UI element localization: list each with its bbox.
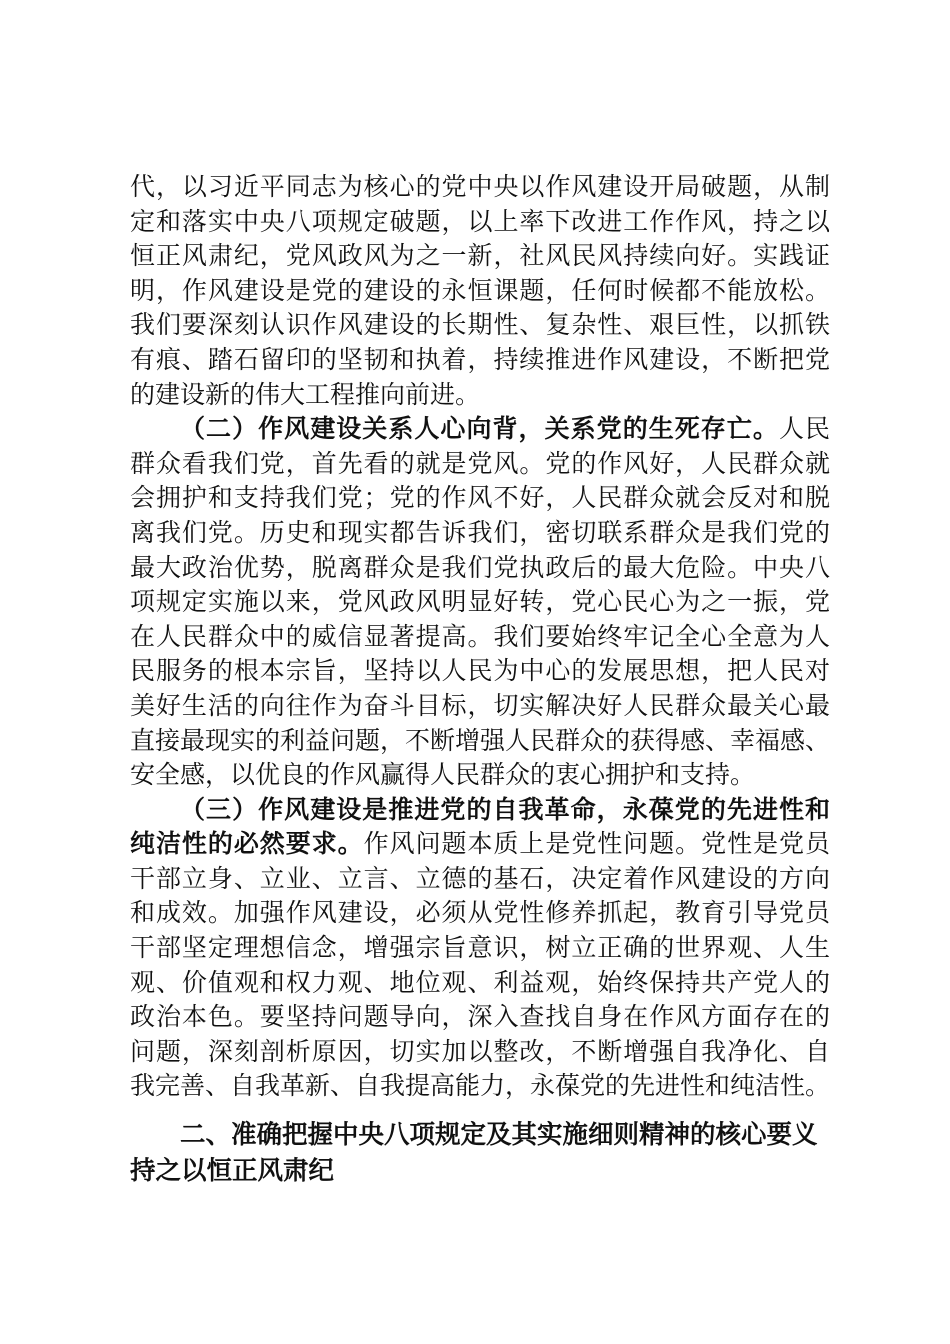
text-line: 明，作风建设是党的建设的永恒课题，任何时候都不能放松。: [130, 275, 830, 305]
text-line: 定和落实中央八项规定破题，以上率下改进工作作风，持之以: [130, 206, 830, 236]
text-line: 最大政治优势，脱离群众是我们党执政后的最大危险。中央八: [130, 552, 830, 582]
paragraph-heading: 纯洁性的必然要求。: [130, 829, 364, 859]
text-line: 直接最现实的利益问题，不断增强人民群众的获得感、幸福感、: [130, 725, 831, 755]
text-line: 会拥护和支持我们党；党的作风不好，人民群众就会反对和脱: [130, 483, 830, 513]
text-line: 干部坚定理想信念，增强宗旨意识，树立正确的世界观、人生: [130, 933, 830, 963]
paragraph-3: [130, 793, 830, 1104]
text-line: 安全感，以优良的作风赢得人民群众的衷心拥护和支持。: [130, 760, 756, 790]
text-line: 项规定实施以来，党风政风明显好转，党心民心为之一振，党: [130, 587, 830, 617]
text-line: [130, 827, 830, 862]
paragraph-heading: （二）作风建设关系人心向背，关系党的生死存亡。: [180, 414, 779, 444]
text-line: 民服务的根本宗旨，坚持以人民为中心的发展思想，把人民对: [130, 656, 830, 686]
text-line: 我们要深刻认识作风建设的长期性、复杂性、艰巨性，以抓铁: [130, 310, 830, 340]
document-body: [130, 170, 830, 1104]
text-line: 政治本色。要坚持问题导向，深入查找自身在作风方面存在的: [130, 1002, 830, 1032]
section-heading-line: 持之以恒正风肃纪: [130, 1156, 335, 1186]
paragraph-1: [130, 170, 830, 412]
section-heading-line: 二、准确把握中央八项规定及其实施细则精神的核心要义: [180, 1120, 818, 1150]
text-line: 恒正风肃纪，党风政风为之一新，社风民风持续向好。实践证: [130, 241, 830, 271]
text-line: 美好生活的向往作为奋斗目标，切实解决好人民群众最关心最: [130, 690, 830, 720]
text-line: 的建设新的伟大工程推向前进。: [130, 379, 481, 409]
text-line: 离我们党。历史和现实都告诉我们，密切联系群众是我们党的: [130, 517, 830, 547]
text-line: 群众看我们党，首先看的就是党风。党的作风好，人民群众就: [130, 448, 830, 478]
text-line: [130, 793, 830, 828]
text-run: 人民: [778, 414, 830, 444]
text-run: 作风问题本质上是党性问题。党性是党员: [363, 829, 830, 859]
text-line: 在人民群众中的威信显著提高。我们要始终牢记全心全意为人: [130, 621, 830, 651]
text-line: 和成效。加强作风建设，必须从党性修养抓起，教育引导党员: [130, 898, 830, 928]
text-line: 观、价值观和权力观、地位观、利益观，始终保持共产党人的: [130, 967, 830, 997]
text-line: 代，以习近平同志为核心的党中央以作风建设开局破题，从制: [130, 172, 830, 201]
text-line: [130, 412, 830, 447]
text-line: 问题，深刻剖析原因，切实加以整改，不断增强自我净化、自: [130, 1036, 830, 1066]
text-line: 干部立身、立业、立言、立德的基石，决定着作风建设的方向: [130, 863, 830, 893]
paragraph-heading: （三）作风建设是推进党的自我革命，永葆党的先进性和: [180, 794, 830, 824]
text-line: 我完善、自我革新、自我提高能力，永葆党的先进性和纯洁性。: [130, 1071, 831, 1101]
text-line: 有痕、踏石留印的坚韧和执着，持续推进作风建设，不断把党: [130, 344, 830, 374]
section-heading: [130, 1117, 830, 1189]
paragraph-2: [130, 412, 830, 793]
